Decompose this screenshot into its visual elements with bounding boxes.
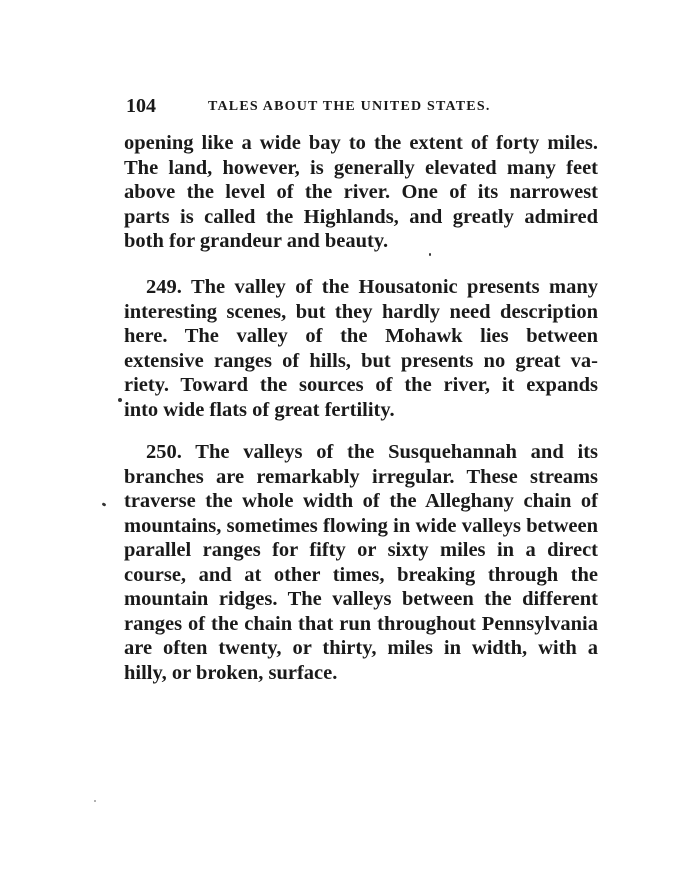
- text-line: course, and at other times, breaking through the: [124, 563, 598, 586]
- text-line: both for grandeur and beauty.: [124, 230, 389, 252]
- page-number: 104: [126, 95, 156, 117]
- text-line: into wide flats of great fertility.: [124, 398, 395, 421]
- paragraph-continuation: [124, 131, 598, 254]
- page-header: [126, 94, 606, 118]
- running-head: TALES ABOUT THE UNITED STATES.: [208, 99, 491, 114]
- text-line: interesting scenes, but they hardly need description: [124, 300, 598, 323]
- text-line: parallel ranges for fifty or sixty miles in a direct: [124, 539, 598, 561]
- text-line: traverse the whole width of the Alleghany chain of: [124, 490, 598, 512]
- ink-speck: [94, 800, 96, 802]
- text-line: parts is called the Highlands, and greatly admired: [124, 205, 598, 228]
- paragraph-250: [124, 440, 598, 685]
- text-line: hilly, or broken, surface.: [124, 661, 338, 684]
- paragraph-249: [124, 275, 598, 422]
- text-line: here. The valley of the Mohawk lies between: [124, 325, 598, 347]
- text-line: 250. The valleys of the Susquehannah and its: [146, 441, 598, 463]
- text-line: riety. Toward the sources of the river, it expands: [124, 374, 598, 396]
- text-line: The land, however, is generally elevated many feet: [124, 156, 598, 179]
- ink-speck: [429, 253, 431, 256]
- text-line: ranges of the chain that run throughout Pennsylvania: [124, 612, 598, 635]
- text-line: 249. The valley of the Housatonic presents many: [146, 276, 598, 298]
- text-line: mountains, sometimes flowing in wide valleys between: [124, 514, 598, 537]
- text-line: are often twenty, or thirty, miles in width, with a: [124, 637, 598, 659]
- text-line: mountain ridges. The valleys between the different: [124, 588, 598, 610]
- text-line: above the level of the river. One of its narrowest: [124, 181, 598, 203]
- ink-speck: [102, 502, 107, 507]
- text-line: branches are remarkably irregular. These streams: [124, 465, 598, 488]
- ink-speck: [118, 398, 122, 402]
- text-line: extensive ranges of hills, but presents no great va-: [124, 349, 598, 372]
- text-line: opening like a wide bay to the extent of forty miles.: [124, 132, 598, 154]
